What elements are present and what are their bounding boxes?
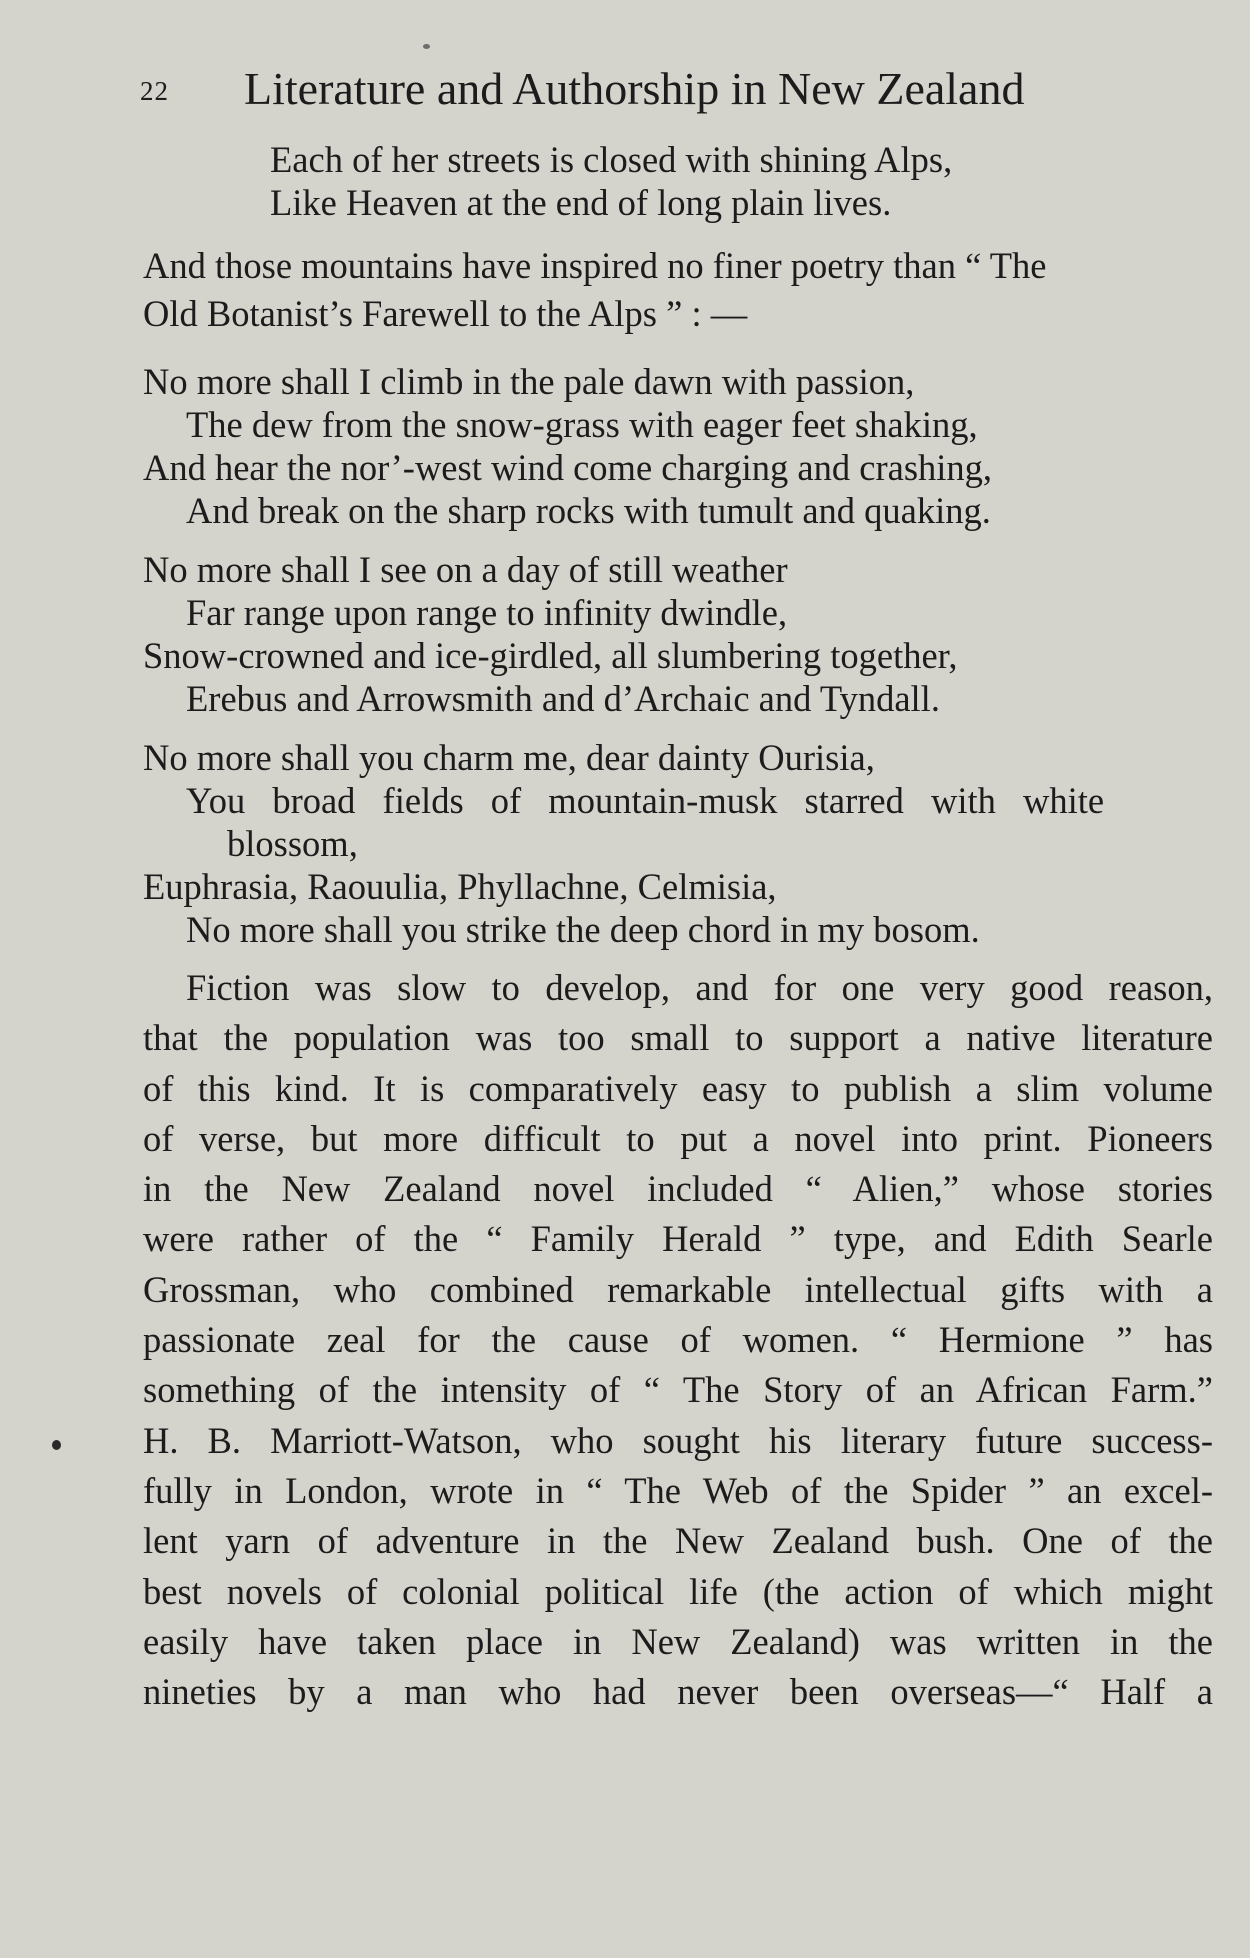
ink-speck [52, 1440, 61, 1450]
text-line: of this kind. It is comparatively easy to publish a slim volume [143, 1067, 1213, 1109]
page-body [143, 138, 1213, 1717]
text-line: best novels of colonial political life (the action of which might [143, 1570, 1213, 1612]
text-line: easily have taken place in New Zealand) was written in the [143, 1620, 1213, 1662]
verse-line: And hear the nor’-west wind come charging and crashing, [143, 447, 993, 488]
verse-line: Erebus and Arrowsmith and d’Archaic and Tyndall. [186, 678, 940, 719]
page-header [140, 58, 1100, 118]
text-line: of verse, but more difficult to put a novel into print. Pioneers [143, 1117, 1213, 1159]
text-line: passionate zeal for the cause of women. “ Hermione ” has [143, 1319, 1213, 1361]
verse-line: Far range upon range to infinity dwindle, [186, 592, 788, 633]
running-title: Literature and Authorship in New Zealand [244, 63, 1025, 114]
text-line: Old Botanist’s Farewell to the Alps ” : — [143, 293, 748, 334]
verse-line: No more shall I climb in the pale dawn with passion, [143, 361, 915, 402]
verse-line: The dew from the snow-grass with eager feet shaking, [186, 404, 978, 445]
ink-speck [423, 44, 430, 49]
verse-line: Like Heaven at the end of long plain lives. [270, 182, 892, 223]
poem-stanza-1 [143, 360, 1213, 532]
text-line: that the population was too small to support a native literature [143, 1017, 1213, 1059]
intro-paragraph [143, 242, 1213, 338]
opening-verse-quote [143, 138, 1213, 224]
verse-line: No more shall you strike the deep chord in my bosom. [186, 909, 980, 950]
text-line: were rather of the “ Family Herald ” type, and Edith Searle [143, 1218, 1213, 1260]
verse-line: And break on the sharp rocks with tumult and quaking. [186, 490, 991, 531]
verse-line: blossom, [227, 823, 358, 864]
prose-paragraph [143, 963, 1213, 1717]
text-line: something of the intensity of “ The Story of an African Farm.” [143, 1369, 1213, 1411]
verse-line: No more shall you charm me, dear dainty Ourisia, [143, 737, 875, 778]
verse-line: Euphrasia, Raouulia, Phyllachne, Celmisia, [143, 866, 777, 907]
verse-line: You broad fields of mountain-musk starred with white [186, 780, 1105, 821]
poem-stanza-3 [143, 736, 1213, 951]
text-line: lent yarn of adventure in the New Zealand bush. One of the [143, 1520, 1213, 1562]
text-line: in the New Zealand novel included “ Alien,” whose stories [143, 1168, 1213, 1210]
text-line: Grossman, who combined remarkable intellectual gifts with a [143, 1268, 1213, 1310]
text-line: nineties by a man who had never been overseas—“ Half a [143, 1671, 1213, 1713]
verse-line: Snow-crowned and ice-girdled, all slumbering together, [143, 635, 958, 676]
verse-line: Each of her streets is closed with shining Alps, [270, 139, 953, 180]
text-line: fully in London, wrote in “ The Web of the Spider ” an excel- [143, 1469, 1213, 1511]
text-line: And those mountains have inspired no finer poetry than “ The [143, 245, 1047, 286]
text-line: H. B. Marriott-Watson, who sought his literary future success- [143, 1419, 1213, 1461]
verse-line: No more shall I see on a day of still weather [143, 549, 788, 590]
poem-stanza-2 [143, 548, 1213, 720]
page-number: 22 [140, 76, 169, 106]
text-line: Fiction was slow to develop, and for one very good reason, [186, 967, 1213, 1008]
